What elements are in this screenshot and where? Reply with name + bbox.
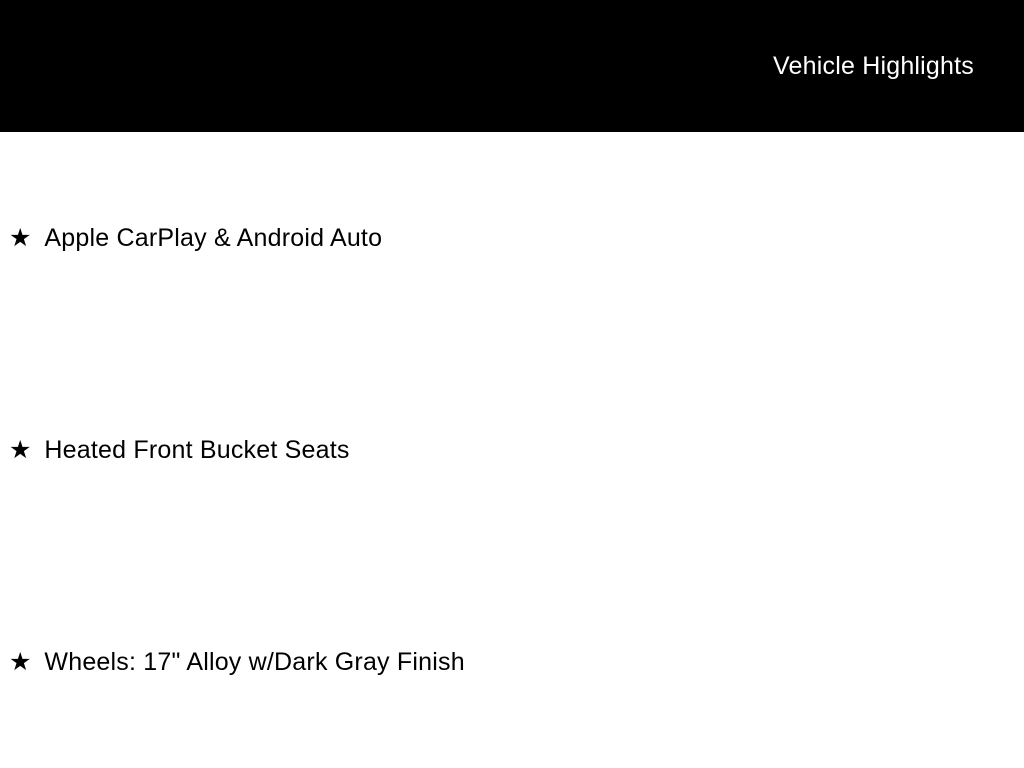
highlight-item bbox=[0, 132, 1024, 344]
star-icon: ★ bbox=[9, 223, 32, 252]
page-title: Vehicle Highlights bbox=[773, 51, 974, 80]
highlight-label: Wheels: 17" Alloy w/Dark Gray Finish bbox=[44, 648, 465, 676]
highlight-item bbox=[0, 556, 1024, 768]
star-icon: ★ bbox=[9, 647, 32, 676]
highlight-item bbox=[0, 344, 1024, 556]
highlight-label: Apple CarPlay & Android Auto bbox=[44, 224, 383, 252]
header-bar bbox=[0, 0, 1024, 132]
highlight-label: Heated Front Bucket Seats bbox=[44, 436, 350, 464]
highlights-list bbox=[0, 132, 1024, 768]
star-icon: ★ bbox=[9, 435, 32, 464]
